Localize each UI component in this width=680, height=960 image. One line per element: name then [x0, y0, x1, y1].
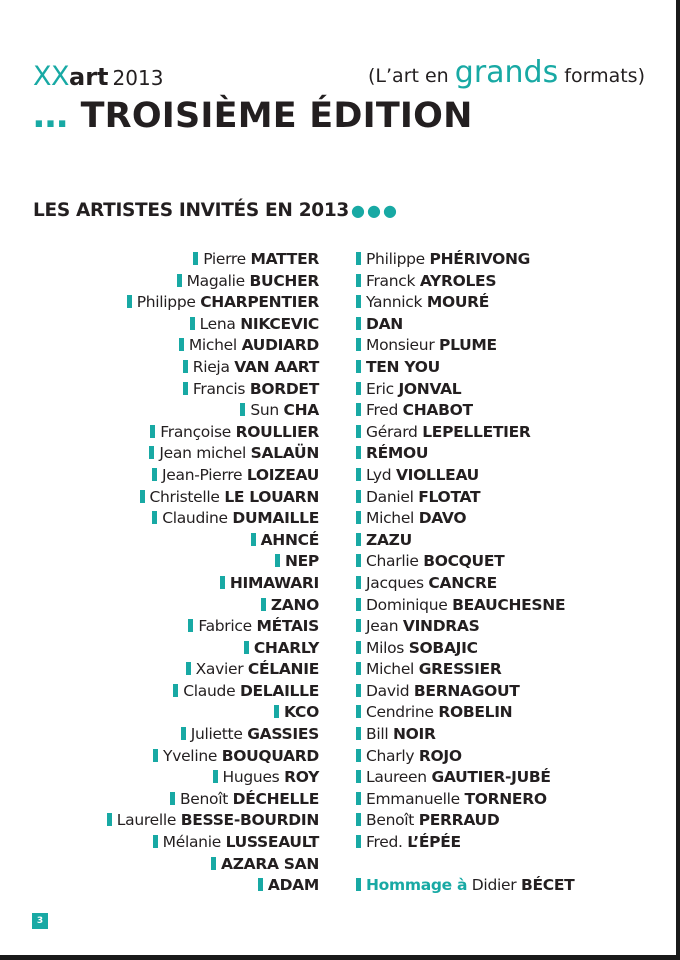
teal-marker — [183, 382, 188, 395]
artist-first-name: Jean — [366, 617, 399, 636]
teal-marker — [356, 835, 361, 848]
brand-year: 2013 — [112, 66, 164, 90]
teal-marker — [356, 727, 361, 740]
teal-marker — [356, 338, 361, 351]
teal-marker — [140, 490, 145, 503]
artist-row — [356, 314, 656, 336]
teal-marker — [356, 511, 361, 524]
artist-last-name: VINDRAS — [402, 617, 480, 636]
artist-row — [0, 875, 319, 897]
artist-last-name: ROULLIER — [235, 422, 319, 441]
teal-marker — [356, 533, 361, 546]
artist-last-name: AZARA SAN — [221, 854, 319, 873]
artist-last-name: CHA — [283, 401, 319, 420]
artist-first-name: Dominique — [366, 595, 448, 614]
artist-last-name: DÉCHELLE — [232, 789, 319, 808]
artist-first-name: Benoît — [179, 789, 229, 808]
brand-xx: XX — [33, 61, 69, 92]
teal-marker — [356, 446, 361, 459]
artist-last-name: NEP — [284, 552, 319, 571]
page-number: 3 — [32, 913, 48, 929]
artist-last-name: ROJO — [418, 746, 462, 765]
artist-last-name: LEPELLETIER — [422, 422, 531, 441]
artist-first-name: Fred. — [366, 833, 403, 852]
artist-last-name: PERRAUD — [418, 811, 500, 830]
artist-row — [356, 767, 656, 789]
artist-last-name: CHARPENTIER — [200, 293, 319, 312]
artist-row — [0, 422, 319, 444]
teal-marker — [356, 813, 361, 826]
teal-marker — [186, 662, 191, 675]
artist-first-name: Fred — [366, 401, 398, 420]
artist-first-name: Yveline — [163, 746, 218, 765]
artist-last-name: NIKCEVIC — [240, 314, 319, 333]
artist-row — [0, 659, 319, 681]
artist-last-name: ROY — [284, 768, 319, 787]
teal-marker — [356, 792, 361, 805]
tagline-accent: grands — [454, 55, 559, 90]
artist-row — [356, 789, 656, 811]
artist-first-name: Xavier — [195, 660, 244, 679]
teal-marker — [356, 662, 361, 675]
teal-marker — [127, 295, 132, 308]
artist-first-name: David — [366, 681, 410, 700]
tagline — [368, 55, 645, 90]
artist-row — [356, 357, 656, 379]
artist-row — [356, 271, 656, 293]
artist-last-name: GAUTIER-JUBÉ — [431, 768, 551, 787]
artists-left-column — [0, 249, 319, 897]
artist-first-name: Emmanuelle — [366, 789, 460, 808]
teal-marker — [177, 274, 182, 287]
teal-marker — [183, 360, 188, 373]
artist-first-name: Hugues — [222, 768, 280, 787]
artist-first-name: Gérard — [366, 422, 418, 441]
hommage-row — [356, 875, 656, 897]
artist-row — [0, 249, 319, 271]
hommage-first-name: Didier — [471, 876, 517, 895]
teal-marker — [356, 425, 361, 438]
artist-last-name: MOURÉ — [426, 293, 490, 312]
artist-row — [0, 724, 319, 746]
artist-last-name: MATTER — [250, 250, 319, 268]
teal-marker — [275, 554, 280, 567]
brand-logo — [33, 61, 163, 92]
artist-first-name: Benoît — [366, 811, 415, 830]
teal-marker — [356, 641, 361, 654]
artist-last-name: ROBELIN — [438, 703, 513, 722]
title-text: TROISIÈME ÉDITION — [80, 96, 473, 136]
teal-marker — [356, 878, 361, 891]
artist-last-name: SOBAJIC — [408, 638, 478, 657]
artist-row — [0, 487, 319, 509]
artist-first-name: Milos — [366, 638, 405, 657]
artist-row — [0, 508, 319, 530]
artist-first-name: Francis — [192, 379, 246, 398]
artist-first-name: Lyd — [366, 465, 392, 484]
teal-marker — [356, 382, 361, 395]
artist-last-name: ZAZU — [366, 530, 412, 549]
artist-last-name: AHNCÉ — [260, 530, 319, 549]
artist-first-name: Claude — [183, 681, 236, 700]
artist-row — [356, 638, 656, 660]
artist-first-name: Jacques — [366, 573, 424, 592]
teal-marker — [356, 684, 361, 697]
artist-first-name: Philippe — [136, 293, 196, 312]
artists-right-column — [356, 249, 656, 897]
artist-row — [356, 249, 656, 271]
artist-first-name: Magalie — [186, 271, 245, 290]
teal-marker — [356, 770, 361, 783]
artist-first-name: Laureen — [366, 768, 427, 787]
teal-marker — [240, 403, 245, 416]
artist-row — [0, 573, 319, 595]
artist-row — [356, 702, 656, 724]
artist-row — [356, 616, 656, 638]
artist-last-name: SALAÜN — [250, 444, 319, 463]
artist-last-name: MÉTAIS — [256, 617, 319, 636]
artist-last-name: ADAM — [267, 876, 319, 895]
teal-marker — [244, 641, 249, 654]
artist-last-name: DAVO — [418, 509, 467, 528]
artist-last-name: LOIZEAU — [246, 465, 319, 484]
artist-first-name: Daniel — [366, 487, 414, 506]
artist-row — [0, 638, 319, 660]
artist-row — [0, 681, 319, 703]
artist-first-name: Charly — [366, 746, 415, 765]
artist-row — [356, 681, 656, 703]
teal-marker — [193, 252, 198, 265]
artist-last-name: CHABOT — [402, 401, 473, 420]
artist-row — [0, 379, 319, 401]
section-dots: ●●● — [351, 201, 399, 220]
artist-last-name: DAN — [366, 314, 403, 333]
teal-marker — [179, 338, 184, 351]
artist-last-name: LUSSEAULT — [225, 833, 319, 852]
artist-last-name: ZANO — [270, 595, 319, 614]
artist-row — [0, 530, 319, 552]
artist-first-name: Lena — [199, 314, 236, 333]
artist-row — [0, 314, 319, 336]
artist-first-name: Yannick — [366, 293, 423, 312]
artist-last-name: BOUQUARD — [221, 746, 319, 765]
teal-marker — [258, 878, 263, 891]
artist-last-name: GRESSIER — [418, 660, 502, 679]
artist-row — [0, 832, 319, 854]
teal-marker — [356, 295, 361, 308]
artist-row — [0, 271, 319, 293]
teal-marker — [152, 468, 157, 481]
artist-first-name: Françoise — [160, 422, 232, 441]
teal-marker — [150, 425, 155, 438]
artist-first-name: Laurelle — [116, 811, 177, 830]
artist-first-name: Cendrine — [366, 703, 434, 722]
artist-first-name: Claudine — [162, 509, 228, 528]
artist-last-name: RÉMOU — [366, 444, 429, 463]
artist-row — [0, 465, 319, 487]
teal-marker — [107, 813, 112, 826]
teal-marker — [356, 490, 361, 503]
artist-row — [0, 616, 319, 638]
teal-marker — [356, 403, 361, 416]
teal-marker — [170, 792, 175, 805]
artist-row — [0, 551, 319, 573]
artist-last-name: DELAILLE — [239, 681, 319, 700]
artist-last-name: LE LOUARN — [224, 487, 319, 506]
artist-last-name: CHARLY — [253, 638, 319, 657]
artist-row — [0, 854, 319, 876]
teal-marker — [356, 749, 361, 762]
artist-first-name: Mélanie — [162, 833, 221, 852]
artist-last-name: GASSIES — [247, 725, 319, 744]
hommage-last-name: BÉCET — [520, 876, 575, 895]
artist-row — [356, 724, 656, 746]
teal-marker — [220, 576, 225, 589]
teal-marker — [356, 317, 361, 330]
teal-marker — [356, 598, 361, 611]
artist-row — [356, 465, 656, 487]
teal-marker — [149, 446, 154, 459]
tagline-close: formats) — [564, 65, 645, 87]
artist-row — [356, 832, 656, 854]
teal-marker — [153, 749, 158, 762]
artist-first-name: Fabrice — [198, 617, 252, 636]
artist-first-name: Sun — [250, 401, 279, 420]
teal-marker — [190, 317, 195, 330]
artist-row — [356, 443, 656, 465]
artist-row — [356, 530, 656, 552]
artist-last-name: HIMAWARI — [229, 573, 319, 592]
teal-marker — [356, 252, 361, 265]
artist-first-name: Pierre — [203, 250, 246, 268]
artist-row — [356, 422, 656, 444]
artist-first-name: Philippe — [366, 250, 425, 268]
teal-marker — [251, 533, 256, 546]
artist-row — [356, 508, 656, 530]
artist-last-name: NOIR — [393, 725, 436, 744]
teal-marker — [356, 705, 361, 718]
artist-first-name: Michel — [366, 660, 415, 679]
artist-last-name: PLUME — [439, 336, 497, 355]
brand-art: art — [69, 63, 109, 91]
artist-row — [356, 292, 656, 314]
teal-marker — [261, 598, 266, 611]
artist-last-name: DUMAILLE — [232, 509, 319, 528]
teal-marker — [173, 684, 178, 697]
artist-row — [0, 443, 319, 465]
teal-marker — [356, 468, 361, 481]
teal-marker — [356, 619, 361, 632]
teal-marker — [153, 835, 158, 848]
teal-marker — [356, 274, 361, 287]
artist-first-name: Christelle — [149, 487, 220, 506]
teal-marker — [274, 705, 279, 718]
artist-last-name: TORNERO — [464, 789, 547, 808]
teal-marker — [356, 360, 361, 373]
artist-last-name: TEN YOU — [366, 357, 440, 376]
artist-last-name: CANCRE — [428, 573, 497, 592]
title-dots: … — [33, 96, 69, 136]
artist-first-name: Juliette — [190, 725, 243, 744]
artist-first-name: Jean-Pierre — [162, 465, 243, 484]
artist-last-name: BERNAGOUT — [413, 681, 520, 700]
teal-marker — [213, 770, 218, 783]
spacer — [356, 854, 656, 876]
teal-marker — [356, 576, 361, 589]
artist-row — [356, 335, 656, 357]
artist-row — [356, 659, 656, 681]
artist-row — [0, 335, 319, 357]
artist-first-name: Rieja — [192, 357, 230, 376]
artist-first-name: Franck — [366, 271, 416, 290]
artist-last-name: L’ÉPÉE — [407, 833, 461, 852]
teal-marker — [356, 554, 361, 567]
artist-last-name: AUDIARD — [241, 336, 319, 355]
section-title — [33, 200, 399, 221]
artist-row — [356, 746, 656, 768]
artist-row — [356, 400, 656, 422]
artist-last-name: AYROLES — [419, 271, 497, 290]
artist-first-name: Michel — [188, 336, 237, 355]
header — [33, 55, 648, 92]
page-title — [33, 96, 473, 136]
artist-row — [356, 551, 656, 573]
artist-first-name: Monsieur — [366, 336, 435, 355]
artist-last-name: VIOLLEAU — [395, 465, 479, 484]
artist-row — [0, 767, 319, 789]
artist-last-name: BUCHER — [249, 271, 319, 290]
artist-row — [0, 746, 319, 768]
artist-first-name: Bill — [366, 725, 389, 744]
artist-first-name: Eric — [366, 379, 394, 398]
artist-last-name: CÉLANIE — [247, 660, 319, 679]
teal-marker — [188, 619, 193, 632]
artist-row — [0, 400, 319, 422]
artist-row — [356, 487, 656, 509]
artist-row — [356, 595, 656, 617]
artist-first-name: Jean michel — [159, 444, 247, 463]
section-title-text: LES ARTISTES INVITÉS EN 2013 — [33, 200, 350, 221]
artist-last-name: BESSE-BOURDIN — [180, 811, 319, 830]
artist-last-name: PHÉRIVONG — [429, 250, 531, 268]
artist-row — [0, 595, 319, 617]
artist-row — [356, 573, 656, 595]
teal-marker — [181, 727, 186, 740]
artist-row — [0, 292, 319, 314]
artist-last-name: FLOTAT — [418, 487, 481, 506]
teal-marker — [152, 511, 157, 524]
artist-row — [0, 789, 319, 811]
artist-last-name: KCO — [284, 703, 319, 722]
artist-row — [356, 379, 656, 401]
artist-row — [0, 357, 319, 379]
artist-last-name: BORDET — [249, 379, 319, 398]
artist-row — [356, 810, 656, 832]
artist-first-name: Michel — [366, 509, 415, 528]
teal-marker — [211, 857, 216, 870]
artist-last-name: JONVAL — [398, 379, 462, 398]
artist-last-name: BEAUCHESNE — [452, 595, 566, 614]
artist-last-name: BOCQUET — [423, 552, 505, 571]
tagline-open: (L’art en — [368, 65, 449, 87]
artist-last-name: VAN AART — [234, 357, 319, 376]
artist-row — [0, 810, 319, 832]
hommage-label: Hommage à — [366, 876, 468, 895]
artist-first-name: Charlie — [366, 552, 419, 571]
artist-row — [0, 702, 319, 724]
